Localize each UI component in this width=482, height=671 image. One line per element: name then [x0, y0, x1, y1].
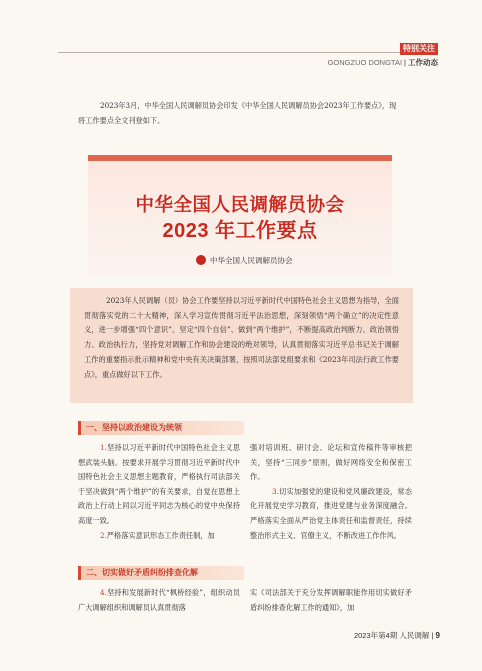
- header-tag: 特别关注: [400, 43, 438, 55]
- org-logo-icon: [196, 255, 206, 265]
- item4-continued: [250, 586, 412, 615]
- page-footer: [330, 630, 440, 642]
- header-pinyin: GONGZUO DONGTAI: [327, 58, 403, 67]
- item3-number: 3.: [272, 486, 279, 496]
- banner-title-line2: 2023 年工作要点: [162, 220, 318, 242]
- item2-continued: [250, 441, 412, 485]
- item2-number: 2.: [100, 530, 107, 540]
- banner-org-name: 中华全国人民调解员协会: [210, 256, 293, 265]
- item1-number: 1.: [100, 443, 107, 452]
- header-separator: |: [404, 58, 406, 67]
- header-rule: [58, 52, 434, 53]
- item2-cont-text: 强对培训班、研讨会、论坛和宣传稿件等审核把关，坚持“三同步”原则，做好网络安全和保密工作。: [250, 443, 412, 482]
- footer-issue: 2023年第4期 人民调解: [353, 631, 430, 640]
- section2-title: 二、切实做好矛盾纠纷排查化解: [86, 568, 198, 577]
- right-column-2: [250, 586, 412, 615]
- item2: [78, 529, 240, 544]
- right-column-1: [250, 441, 412, 543]
- section1-title: 一、坚持以政治建设为统领: [86, 423, 182, 432]
- left-column-1: [78, 441, 240, 543]
- item2-text: 严格落实意识形态工作责任制，加: [106, 530, 215, 540]
- banner-title-line1: 中华全国人民调解员协会: [135, 194, 345, 215]
- item3: [250, 485, 412, 543]
- intro-paragraph: [78, 98, 400, 128]
- summary-box: [70, 288, 413, 403]
- item1-text: 坚持以习近平新时代中国特色社会主义思想武装头脑。按要求开展学习贯彻习近平新时代中国特色社会主义思想主题教育，严格执行司法部关于坚决做到“两个维护”的有关要求，自觉在思想上政治上行动上同以习近平同志为核心的党中央保持高度一致。: [78, 443, 240, 525]
- banner-org: [196, 255, 293, 267]
- summary-text: 2023年人民调解（员）协会工作要坚持以习近平新时代中国特色社会主义思想为指导，全面贯彻落实党的二十大精神，深入学习宣传贯彻习近平法治思想，深刻领悟“两个确立”的决定性意义，进一步增强“四个意识”、坚定“四个自信”、做到“两个维护”，不断提高政治判断力、政治领悟力、政治执行力，坚持党对调解工作和协会建设的绝对领导，认真贯彻落实习近平总书记关于调解工作的重要指示批示精神和党中央有关决策部署，按照司法部党组要求和《2023年司法行政工作要点》，重点做好以下工作。: [84, 296, 399, 379]
- intro-text: 2023年3月，中华全国人民调解员协会印发《中华全国人民调解员协会2023年工作要点》，现将工作要点全文刊登如下。: [78, 101, 397, 125]
- item1: [78, 441, 240, 529]
- item4-cont-text: 实《司法部关于充分发挥调解职能作用切实做好矛盾纠纷排查化解工作的通知》，加: [250, 588, 412, 612]
- item4-number: 4.: [100, 588, 107, 597]
- footer-separator: |: [431, 631, 434, 640]
- item4: [78, 586, 240, 615]
- header-section: [312, 57, 438, 69]
- item3-text: 切实加强党的建设和党风廉政建设，常态化开展党史学习教育，推进党建与业务深度融合。严格落实全面从严治党主体责任和监督责任，持续整治形式主义、官僚主义，不断改进工作作风。: [250, 486, 412, 540]
- item4-text: 坚持和发展新时代“枫桥经验”，组织动员广大调解组织和调解员认真贯彻落: [78, 588, 240, 612]
- left-column-2: [78, 586, 240, 615]
- page-number: 9: [435, 631, 440, 640]
- header-section-name: 工作动态: [408, 58, 438, 67]
